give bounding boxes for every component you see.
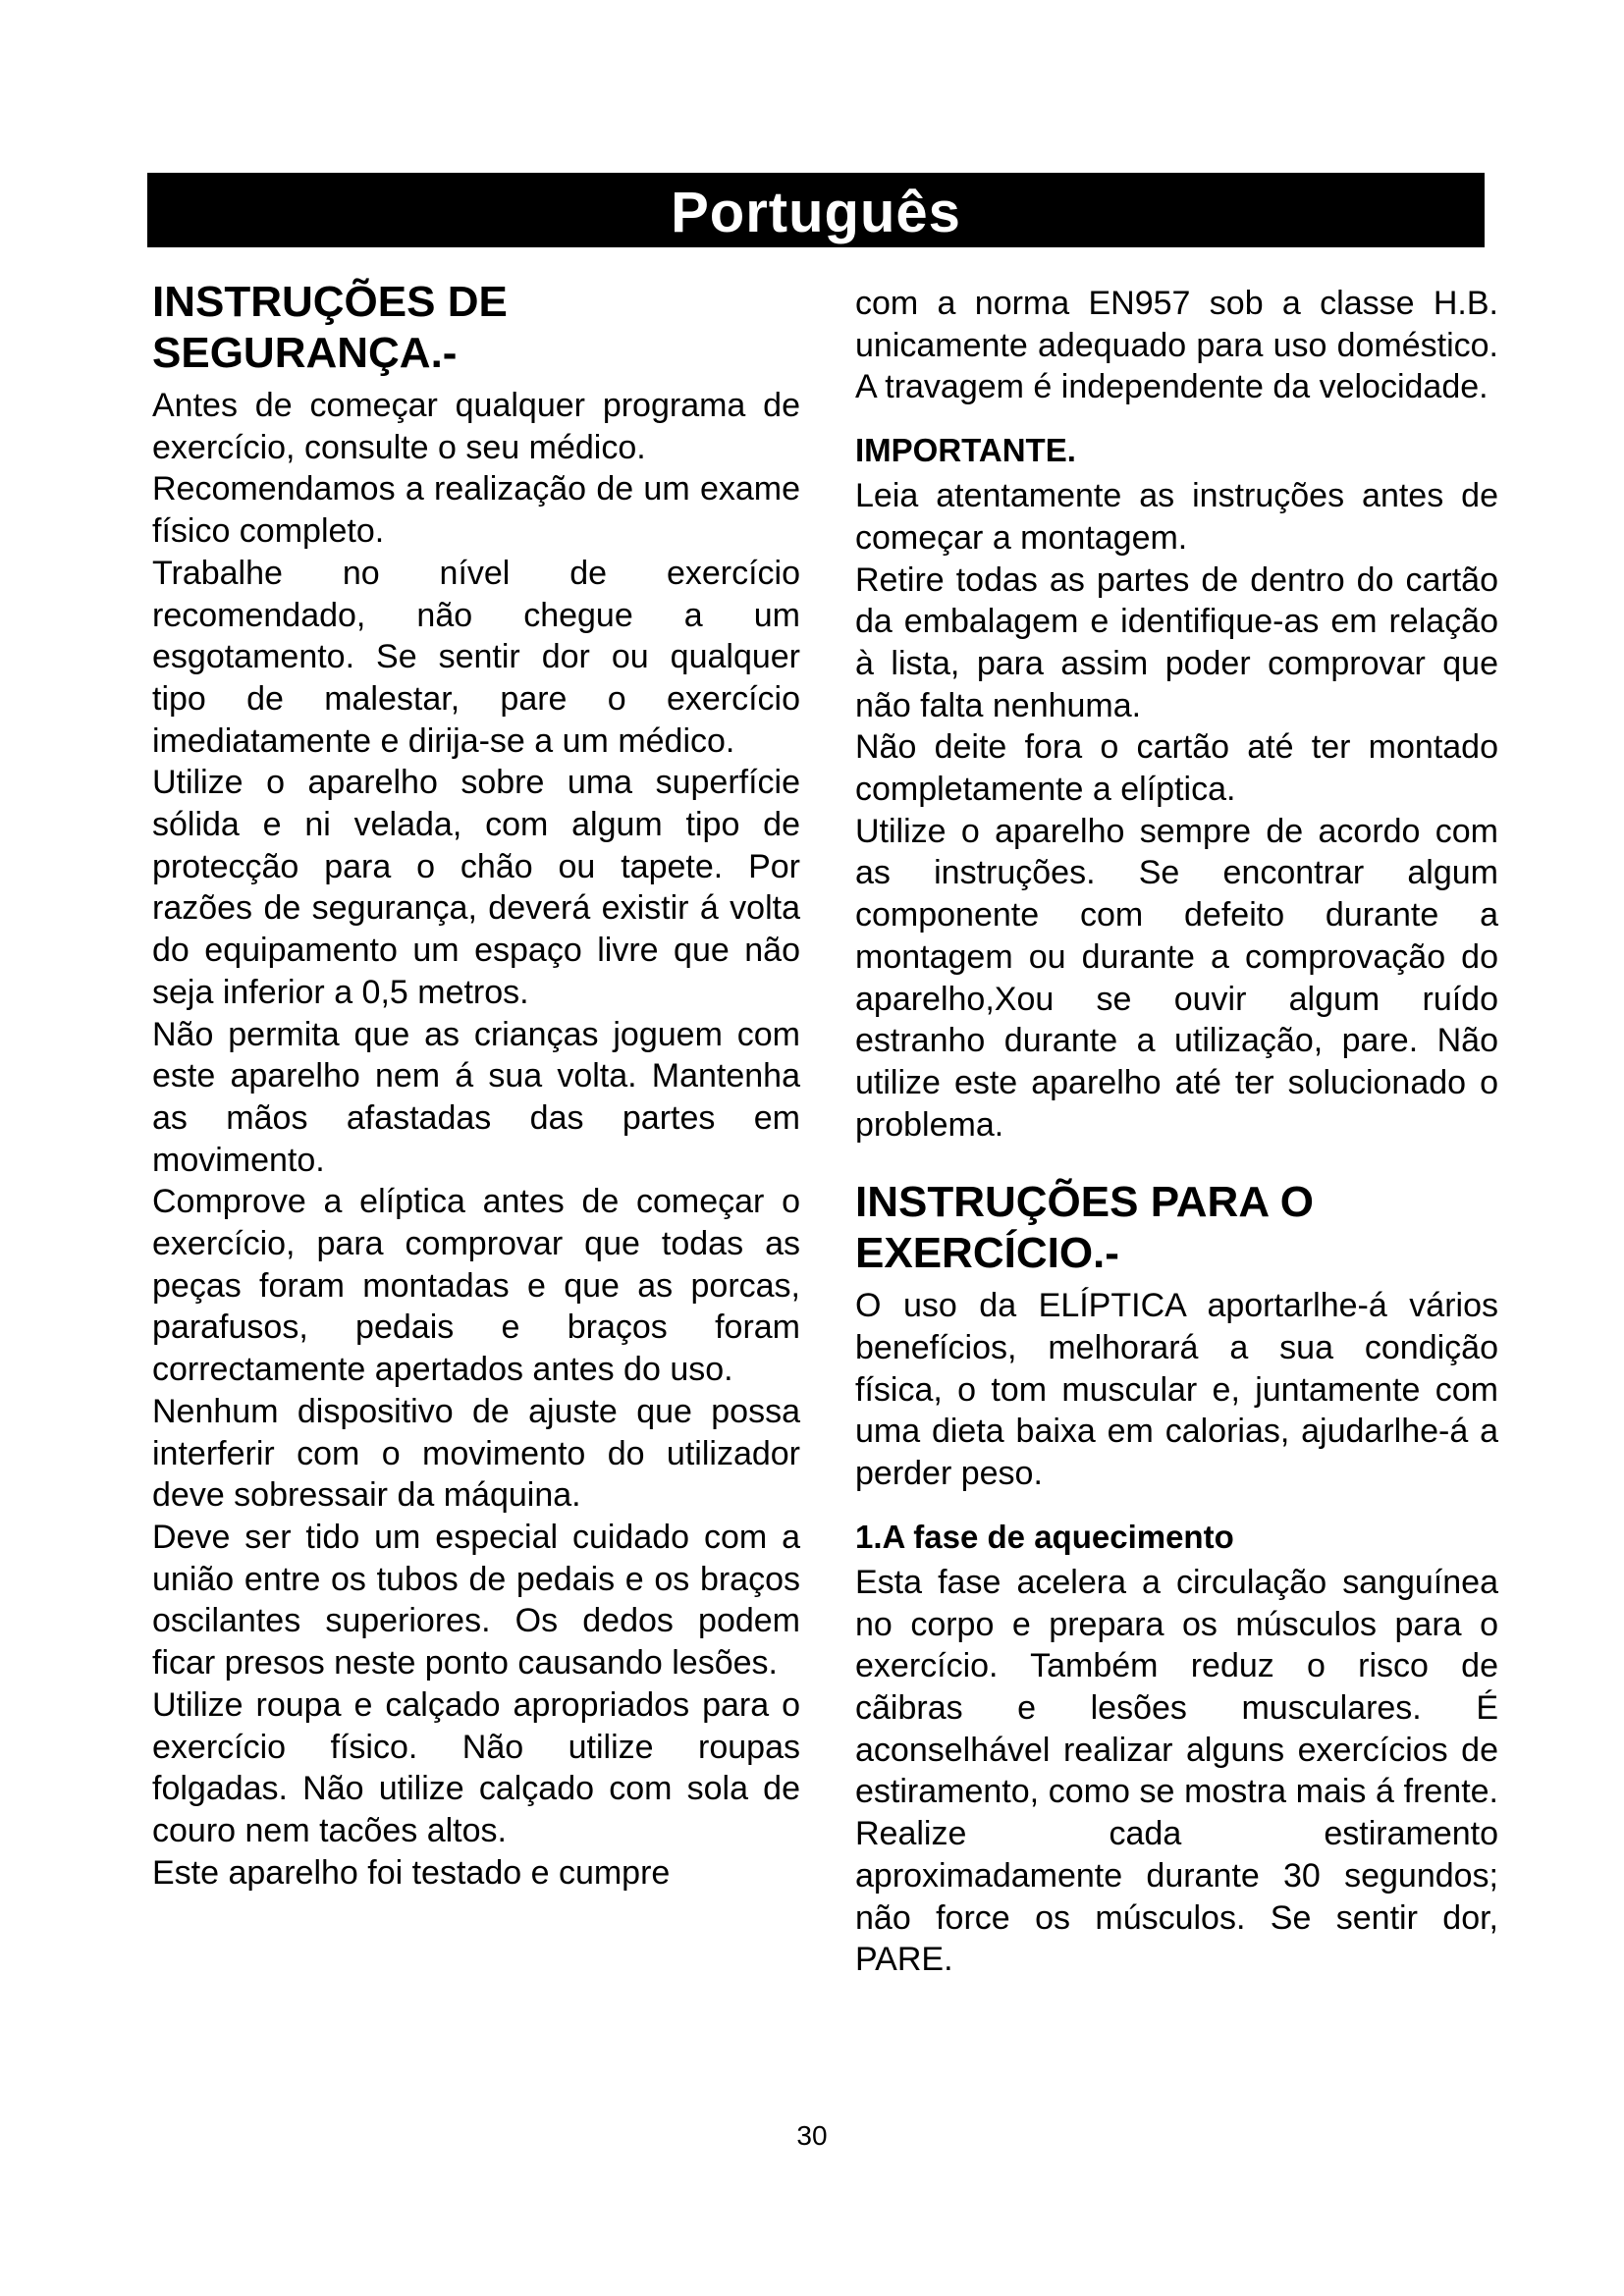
important-paragraph: Não deite fora o cartão até ter montado completamente a elíptica. <box>855 728 1498 809</box>
safety-paragraph: Antes de começar qualquer programa de exercício, consulte o seu médico. <box>152 387 800 466</box>
safety-paragraph: Utilize roupa e calçado apropriados para o exercício físico. Não utilize roupas folgadas. Não utilize calçado com sola de couro nem tacões altos. <box>152 1685 800 1849</box>
safety-paragraph: Comprove a elíptica antes de começar o exercício, para comprovar que todas as peças foram montadas e que as porcas, parafusos, pedais e braços foram correctamente apertados antes do uso. <box>152 1183 800 1389</box>
important-paragraph: Utilize o aparelho sempre de acordo com as instruções. Se encontrar algum componente com defeito durante a montagem ou durante a comprovação do aparelho,Xou se ouvir algum ruído estranho durante a utilização, pare. Não utilize este aparelho até ter solucionado o problema. <box>855 812 1498 1144</box>
safety-paragraph: Recomendamos a realização de um exame físico completo. <box>152 470 800 551</box>
continuation-paragraph: com a norma EN957 sob a classe H.B. unicamente adequado para uso doméstico. A travagem é independente da velocidade. <box>855 285 1498 406</box>
language-banner <box>147 173 1485 247</box>
important-heading: IMPORTANTE. <box>855 432 1076 469</box>
safety-paragraph: Não permita que as crianças joguem com este aparelho nem á sua volta. Mantenha as mãos afastadas das partes em movimento. <box>152 1015 800 1179</box>
page-number: 30 <box>796 2120 828 2151</box>
warmup-paragraph: Esta fase acelera a circulação sanguínea no corpo e prepara os músculos para o exercício. Também reduz o risco de cãibras e lesões musculares. É aconselhável realizar alguns exercícios de estiramento, como se mostra mais á frente. Realize cada estiramento aproximadamente durante 30 segundos; não force os músculos. Se sentir dor, PARE. <box>855 1563 1498 1979</box>
safety-paragraph: Nenhum dispositivo de ajuste que possa interferir com o movimento do utilizador deve sobressair da máquina. <box>152 1392 800 1515</box>
left-column <box>152 277 800 1894</box>
safety-heading: INSTRUÇÕES DE SEGURANÇA.- <box>152 278 508 377</box>
exercise-heading: INSTRUÇÕES PARA O EXERCÍCIO.- <box>855 1178 1314 1278</box>
right-column <box>855 283 1498 1981</box>
warmup-heading: 1.A fase de aquecimento <box>855 1518 1234 1555</box>
safety-paragraph: Este aparelho foi testado e cumpre <box>152 1853 671 1892</box>
safety-paragraph: Trabalhe no nível de exercício recomendado, não chegue a um esgotamento. Se sentir dor ou qualquer tipo de malestar, pare o exercício imediatamente e dirija-se a um médico. <box>152 554 800 760</box>
safety-paragraph: Utilize o aparelho sobre uma superfície sólida e ni velada, com algum tipo de protecção para o chão ou tapete. Por razões de segurança, deverá existir á volta do equipamento um espaço livre que não seja inferior a 0,5 metros. <box>152 764 800 1011</box>
exercise-paragraph: O uso da ELÍPTICA aportarlhe-á vários benefícios, melhorará a sua condição física, o tom muscular e, juntamente com uma dieta baixa em calorias, ajudarlhe-á a perder peso. <box>855 1287 1498 1493</box>
safety-paragraph: Deve ser tido um especial cuidado com a união entre os tubos de pedais e os braços oscilantes superiores. Os dedos podem ficar presos neste ponto causando lesões. <box>152 1518 800 1682</box>
important-paragraph: Leia atentamente as instruções antes de começar a montagem. <box>855 477 1498 557</box>
important-paragraph: Retire todas as partes de dentro do cartão da embalagem e identifique-as em relação à lista, para assim poder comprovar que não falta nenhuma. <box>855 561 1498 724</box>
banner-title: Português <box>671 181 961 244</box>
